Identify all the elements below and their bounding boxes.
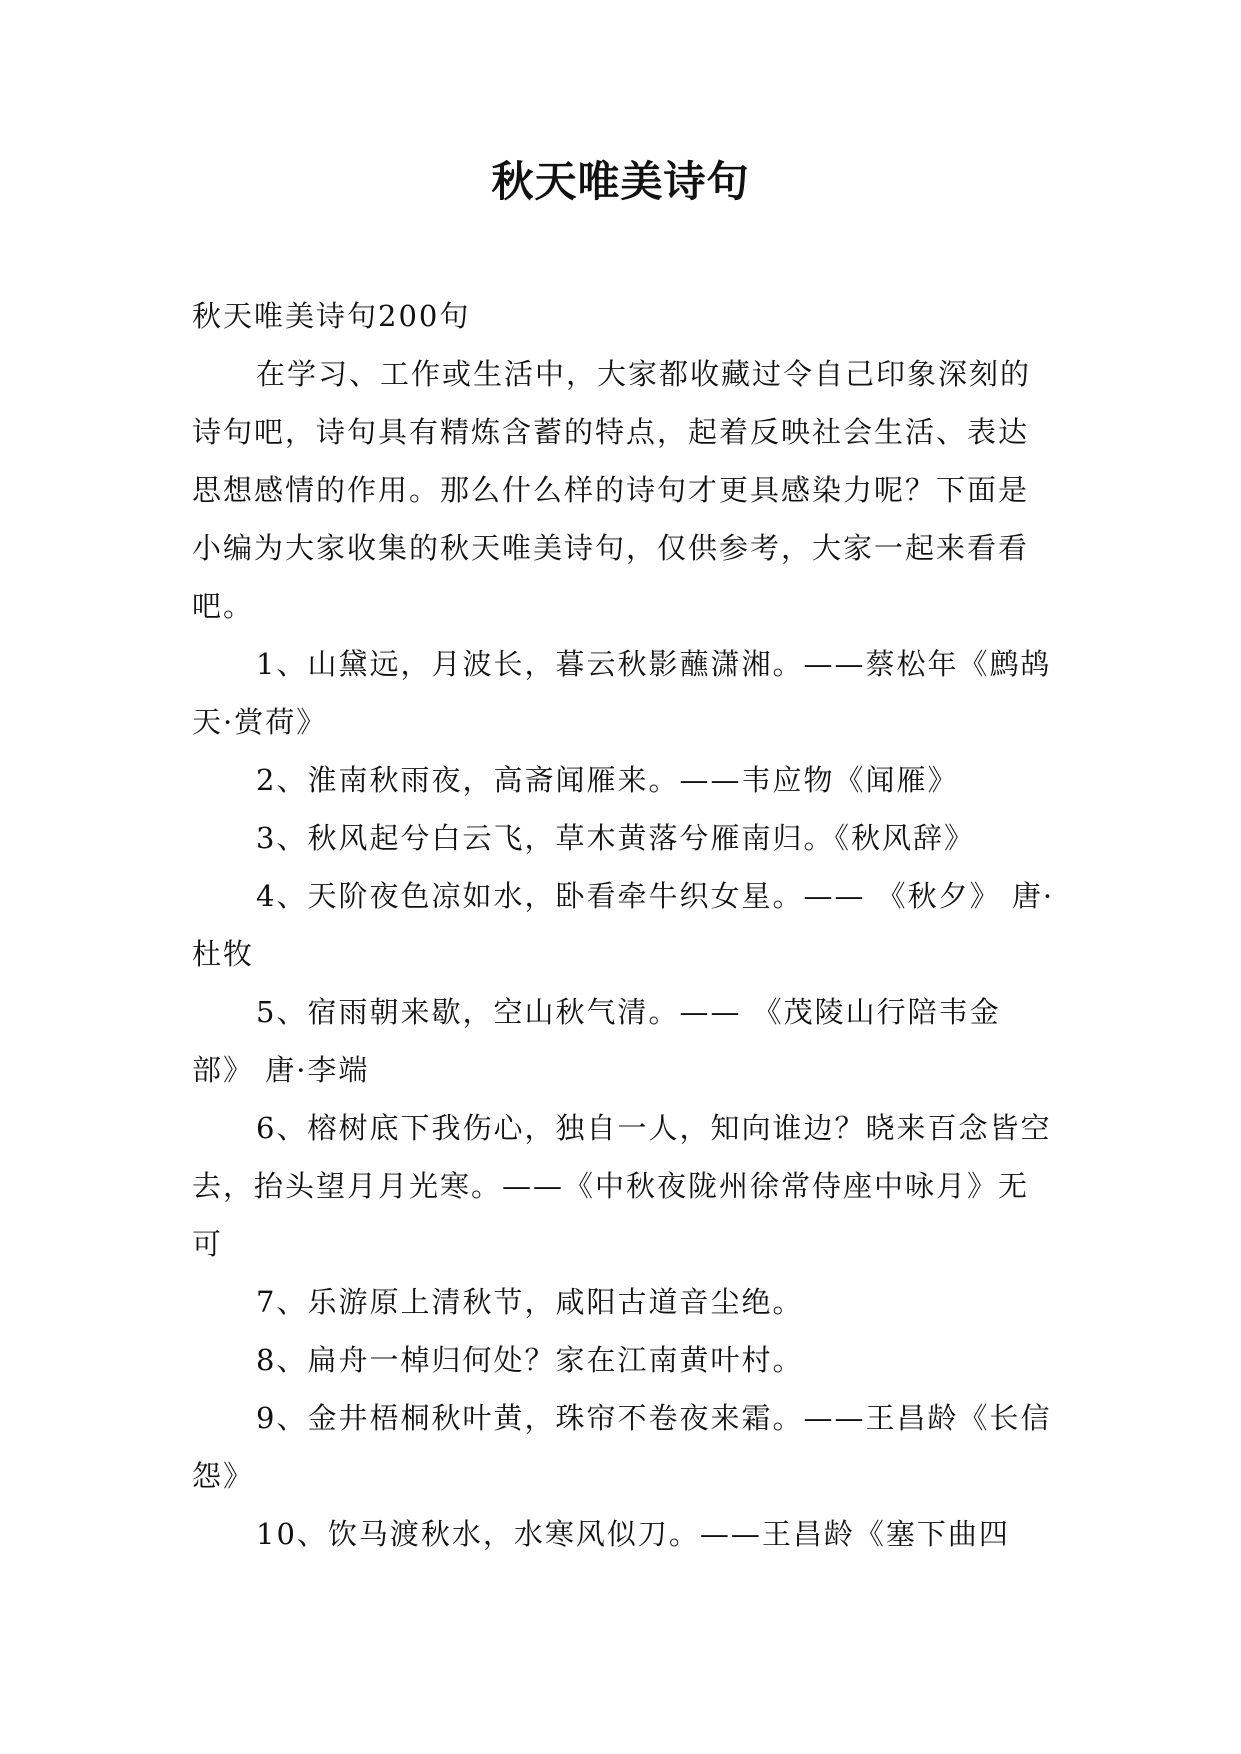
intro-paragraph: 在学习、工作或生活中，大家都收藏过令自己印象深刻的诗句吧，诗句具有精炼含蓄的特点，起着反映社会生活、表达思想感情的作用。那么什么样的诗句才更具感染力呢？下面是小编为大家收集的秋天唯美诗句，仅供参考，大家一起来看看吧。 <box>192 357 1032 623</box>
verse-item: 2、淮南秋雨夜，高斋闻雁来。——韦应物《闻雁》 <box>256 763 959 797</box>
verse-item: 6、榕树底下我伤心，独自一人，知向谁边？晓来百念皆空去，抬头望月月光寒。——《中秋夜陇州徐常侍座中咏月》无可 <box>192 1111 1052 1261</box>
verse-item: 10、饮马渡秋水，水寒风似刀。——王昌龄《塞下曲四 <box>256 1517 1010 1551</box>
verse-item: 3、秋风起兮白云飞，草木黄落兮雁南归。《秋风辞》 <box>256 821 975 855</box>
verse-item: 7、乐游原上清秋节，咸阳古道音尘绝。 <box>256 1285 804 1319</box>
verse-item: 5、宿雨朝来歇，空山秋气清。—— 《茂陵山行陪韦金部》 唐·李端 <box>192 995 1001 1087</box>
verse-item: 9、金井梧桐秋叶黄，珠帘不卷夜来霜。——王昌龄《长信怨》 <box>192 1401 1052 1493</box>
document-subtitle: 秋天唯美诗句200句 <box>192 299 471 333</box>
verse-item: 1、山黛远，月波长，暮云秋影蘸潇湘。——蔡松年《鹧鸪天·赏荷》 <box>192 647 1052 739</box>
verse-item: 4、天阶夜色凉如水，卧看牵牛织女星。—— 《秋夕》 唐·杜牧 <box>192 879 1055 971</box>
verse-item: 8、扁舟一棹归何处？家在江南黄叶村。 <box>256 1343 804 1377</box>
document-title: 秋天唯美诗句 <box>491 157 750 206</box>
document-body <box>192 287 1058 1563</box>
